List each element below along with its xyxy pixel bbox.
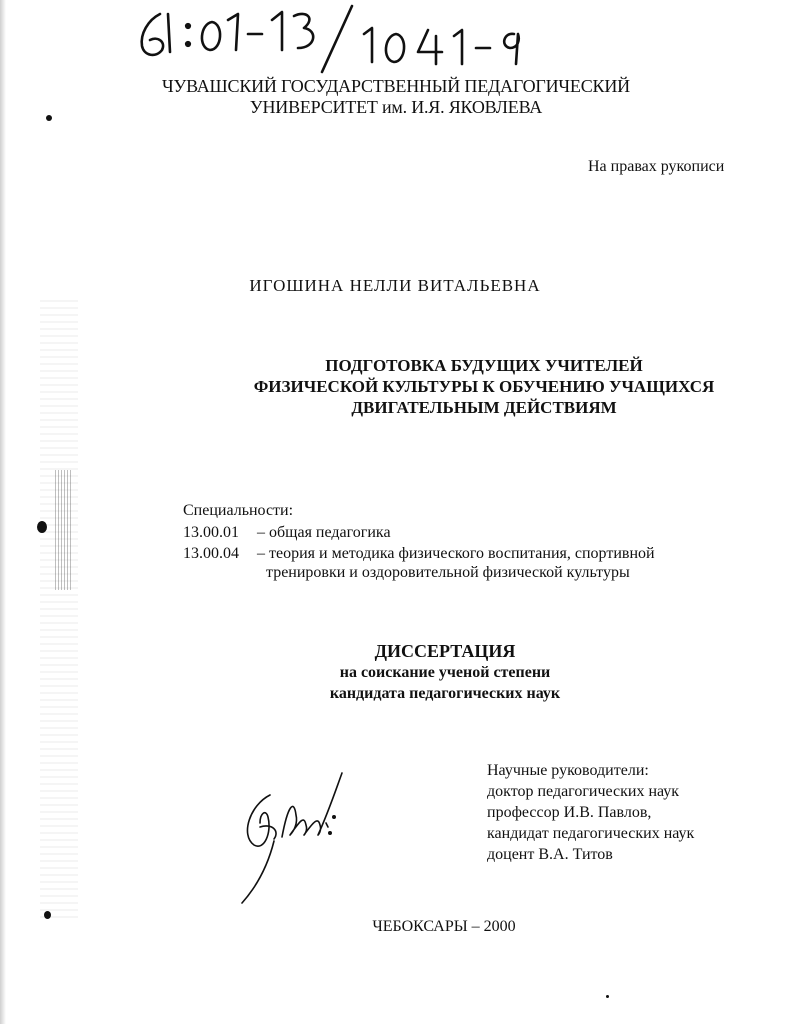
supervisor-line: кандидат педагогических наук — [487, 825, 695, 842]
dissertation-heading: ДИССЕРТАЦИЯ — [374, 641, 516, 661]
title-line-2: ФИЗИЧЕСКОЙ КУЛЬТУРЫ К ОБУЧЕНИЮ УЧАЩИХСЯ — [253, 377, 715, 396]
specialty-code: 13.00.01 — [183, 524, 239, 541]
supervisors-label: Научные руководители: — [487, 762, 649, 779]
scan-edge — [0, 0, 6, 1024]
institution-line-1: ЧУВАШСКИЙ ГОСУДАРСТВЕННЫЙ ПЕДАГОГИЧЕСКИЙ — [162, 76, 630, 96]
binding-hole-mark — [37, 521, 47, 533]
specialties-label: Специальности: — [183, 502, 294, 519]
supervisor-line: профессор И.В. Павлов, — [487, 804, 652, 821]
manuscript-note: На правах рукописи — [588, 158, 725, 175]
specialty-code: 13.00.04 — [183, 545, 239, 562]
handwritten-catalog-number — [0, 0, 792, 80]
institution-line-2: УНИВЕРСИТЕТ им. И.Я. ЯКОВЛЕВА — [249, 97, 543, 117]
supervisors-block — [487, 760, 694, 865]
institution-name — [0, 76, 792, 118]
dissertation-block — [0, 640, 792, 704]
signature-icon — [230, 765, 360, 910]
degree-line-2: кандидата педагогических наук — [329, 685, 561, 702]
specialty-description-continued: тренировки и оздоровительной физической культуры — [266, 564, 630, 581]
scan-noise-dense — [55, 470, 71, 590]
title-line-1: ПОДГОТОВКА БУДУЩИХ УЧИТЕЛЕЙ — [325, 356, 643, 375]
dissertation-title — [0, 355, 792, 418]
specialty-description: – теория и методика физического воспитания, спортивной — [257, 545, 655, 562]
title-line-3: ДВИГАТЕЛЬНЫМ ДЕЙСТВИЯМ — [351, 398, 617, 417]
author-name: ИГОШИНА НЕЛЛИ ВИТАЛЬЕВНА — [249, 276, 541, 295]
specialty-description: – общая педагогика — [257, 524, 391, 541]
scan-speck — [606, 995, 609, 998]
city-year: ЧЕБОКСАРЫ – 2000 — [372, 918, 516, 935]
supervisor-line: доцент В.А. Титов — [487, 846, 613, 863]
supervisor-line: доктор педагогических наук — [487, 783, 680, 800]
degree-line-1: на соискание ученой степени — [339, 664, 551, 681]
